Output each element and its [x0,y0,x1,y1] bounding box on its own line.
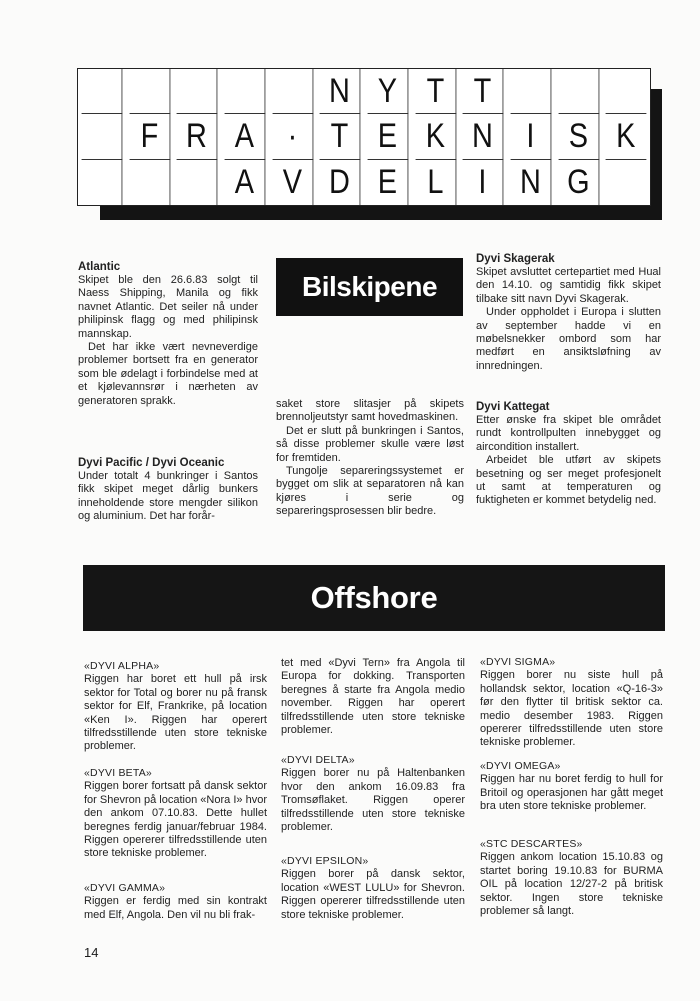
sigma-section [480,656,663,750]
title-grid-cell: K [415,114,456,159]
title-grid-cell: T [463,69,504,114]
title-grid-cell [82,114,123,159]
title-grid-cell: I [511,114,552,159]
skagerak-paragraph-1: Skipet avsluttet certepartiet med Hual den 14.10. og samtidig fikk skipet tilbake sitt navn Dyvi Skagerak. [476,266,661,305]
alpha-section [84,660,267,754]
title-grid-cell: V [272,160,313,205]
gamma-continuation [281,657,465,737]
title-grid-cell: S [558,114,599,159]
title-grid-cell: Y [368,69,409,114]
beta-text: Riggen borer fortsatt på dansk sektor for Shevron på location «Nora I» hvor den ankom 07.10.83. Dette hullet beregnes ferdig januar/februar 1984. Riggen opererer tilfredsstillende uten store tekniske problemer. [84,780,267,860]
atlantic-heading: Atlantic [78,261,121,273]
title-grid-cell: · [272,114,313,159]
title-grid-cell: L [415,160,456,205]
title-grid-cell: F [129,114,170,159]
title-grid-cell: I [463,160,504,205]
title-grid-cell [272,69,313,114]
omega-text: Riggen har nu boret ferdig to hull for Britoil og operasjonen har gått meget bra uten store tekniske problemer. [480,773,663,813]
beta-section [84,767,267,861]
title-grid-cell: R [177,114,218,159]
offshore-banner: Offshore [83,565,665,631]
title-grid-cell [129,160,170,205]
delta-label: «DYVI DELTA» [281,754,355,766]
title-grid [77,68,651,206]
omega-label: «DYVI OMEGA» [480,760,561,772]
gamma-label: «DYVI GAMMA» [84,882,166,894]
pacific-section [78,456,258,524]
title-grid-cell [177,160,218,205]
title-grid-cell: G [558,160,599,205]
title-grid-cell: N [320,69,361,114]
bilskipene-banner: Bilskipene [276,258,463,316]
title-grid-cell [129,69,170,114]
title-grid-cell [558,69,599,114]
atlantic-section [78,260,258,408]
alpha-label: «DYVI ALPHA» [84,660,160,672]
title-grid-cell: N [511,160,552,205]
pacific-heading: Dyvi Pacific / Dyvi Oceanic [78,457,225,469]
atlantic-paragraph-2: Det har ikke vært nevneverdige problemer bortsett fra en generator som ble ødelagt i forbindelse med at et kjølevannsrør i nærheten av generatoren sprakk. [78,341,258,407]
pacific-paragraph-1: Under totalt 4 bunkringer i Santos fikk skipet meget dårlig bunkers inneholdende store mengder silikon og aluminium. Det har forår- [78,470,258,523]
title-grid-cell [82,69,123,114]
stc-section [480,838,663,918]
epsilon-label: «DYVI EPSILON» [281,855,369,867]
gamma-text: Riggen er ferdig med sin kontrakt med Elf, Angola. Den vil nu bli frak- [84,895,267,921]
middle-paragraph-1: saket store slitasjer på skipets brennoljeutstyr samt hovedmaskinen. [276,398,464,424]
title-grid-cell [177,69,218,114]
title-grid-cell: K [606,114,647,159]
stc-text: Riggen ankom location 15.10.83 og startet boring 19.10.83 for BURMA OIL på location 12/27-2 på britisk sektor. Ingen store tekniske problemer så langt. [480,851,663,918]
middle-paragraph-3: Tungolje separeringssystemet er bygget om slik at separatoren nå kan kjøres i serie og separeringsprosessen blir bedre. [276,465,464,518]
atlantic-paragraph-1: Skipet ble den 26.6.83 solgt til Naess Shipping, Manila og fikk navnet Atlantic. Det seiler nå under philipinsk flagg og med philipinsk mannskap. [78,274,258,340]
sigma-text: Riggen borer nu siste hull på hollandsk sektor, location «Q-16-3» før den flytter til britisk sektor ca. medio desember 1983. Riggen opererer tilfredsstillende uten store tekniske problemer. [480,669,663,749]
gamma-continuation-text: tet med «Dyvi Tern» fra Angola til Europa for dokking. Transporten beregnes å starte fra Angola medio november. Riggen har operert tilfredsstillende uten store tekniske problemer. [281,657,465,737]
title-grid-cell: A [225,114,266,159]
kattegat-paragraph-2: Arbeidet ble utført av skipets besetning og ser meget profesjonelt ut samt at temperaturen og fuktigheten er kommet betydelig ned. [476,454,661,507]
epsilon-section [281,855,465,922]
kattegat-heading: Dyvi Kattegat [476,401,550,413]
skagerak-heading: Dyvi Skagerak [476,253,555,265]
gamma-section [84,882,267,922]
delta-section [281,754,465,834]
delta-text: Riggen borer nu på Haltenbanken hvor den ankom 16.09.83 fra Tromsøflaket. Riggen operer tilfredsstillende uten store tekniske problemer. [281,767,465,834]
kattegat-paragraph-1: Etter ønske fra skipet ble området rundt kontrollpulten innebygget og aircondition installert. [476,414,661,453]
title-grid-cell: T [415,69,456,114]
bilskipene-continuation [276,398,464,519]
omega-section [480,760,663,814]
title-grid-cell: E [368,160,409,205]
title-grid-cell: N [463,114,504,159]
title-grid-cell [225,69,266,114]
kattegat-section [476,400,661,508]
skagerak-paragraph-2: Under oppholdet i Europa i slutten av september hadde vi en møbelsnekker ombord som har medført en ansiktsløfning av innredningen. [476,306,661,372]
title-grid-cell: T [320,114,361,159]
title-grid-cell [606,69,647,114]
stc-label: «STC DESCARTES» [480,838,583,850]
title-grid-cell [82,160,123,205]
title-grid-cell [606,160,647,205]
middle-paragraph-2: Det er slutt på bunkringen i Santos, så disse problemer skulle være løst for fremtiden. [276,424,464,464]
page-number: 14 [84,945,99,960]
sigma-label: «DYVI SIGMA» [480,656,556,668]
title-grid-cell: A [225,160,266,205]
beta-label: «DYVI BETA» [84,767,152,779]
alpha-text: Riggen har boret ett hull på irsk sektor for Total og borer nu på fransk sektor for Elf, Frankrike, på location «Ken I». Riggen har operert tilfredsstillende uten store tekniske problemer. [84,673,267,753]
title-grid-cell: D [320,160,361,205]
title-grid-cell [511,69,552,114]
title-grid-cell: E [368,114,409,159]
epsilon-text: Riggen borer på dansk sektor, location «WEST LULU» for Shevron. Riggen opererer tilfredsstillende uten store tekniske problemer. [281,868,465,921]
skagerak-section [476,252,661,373]
